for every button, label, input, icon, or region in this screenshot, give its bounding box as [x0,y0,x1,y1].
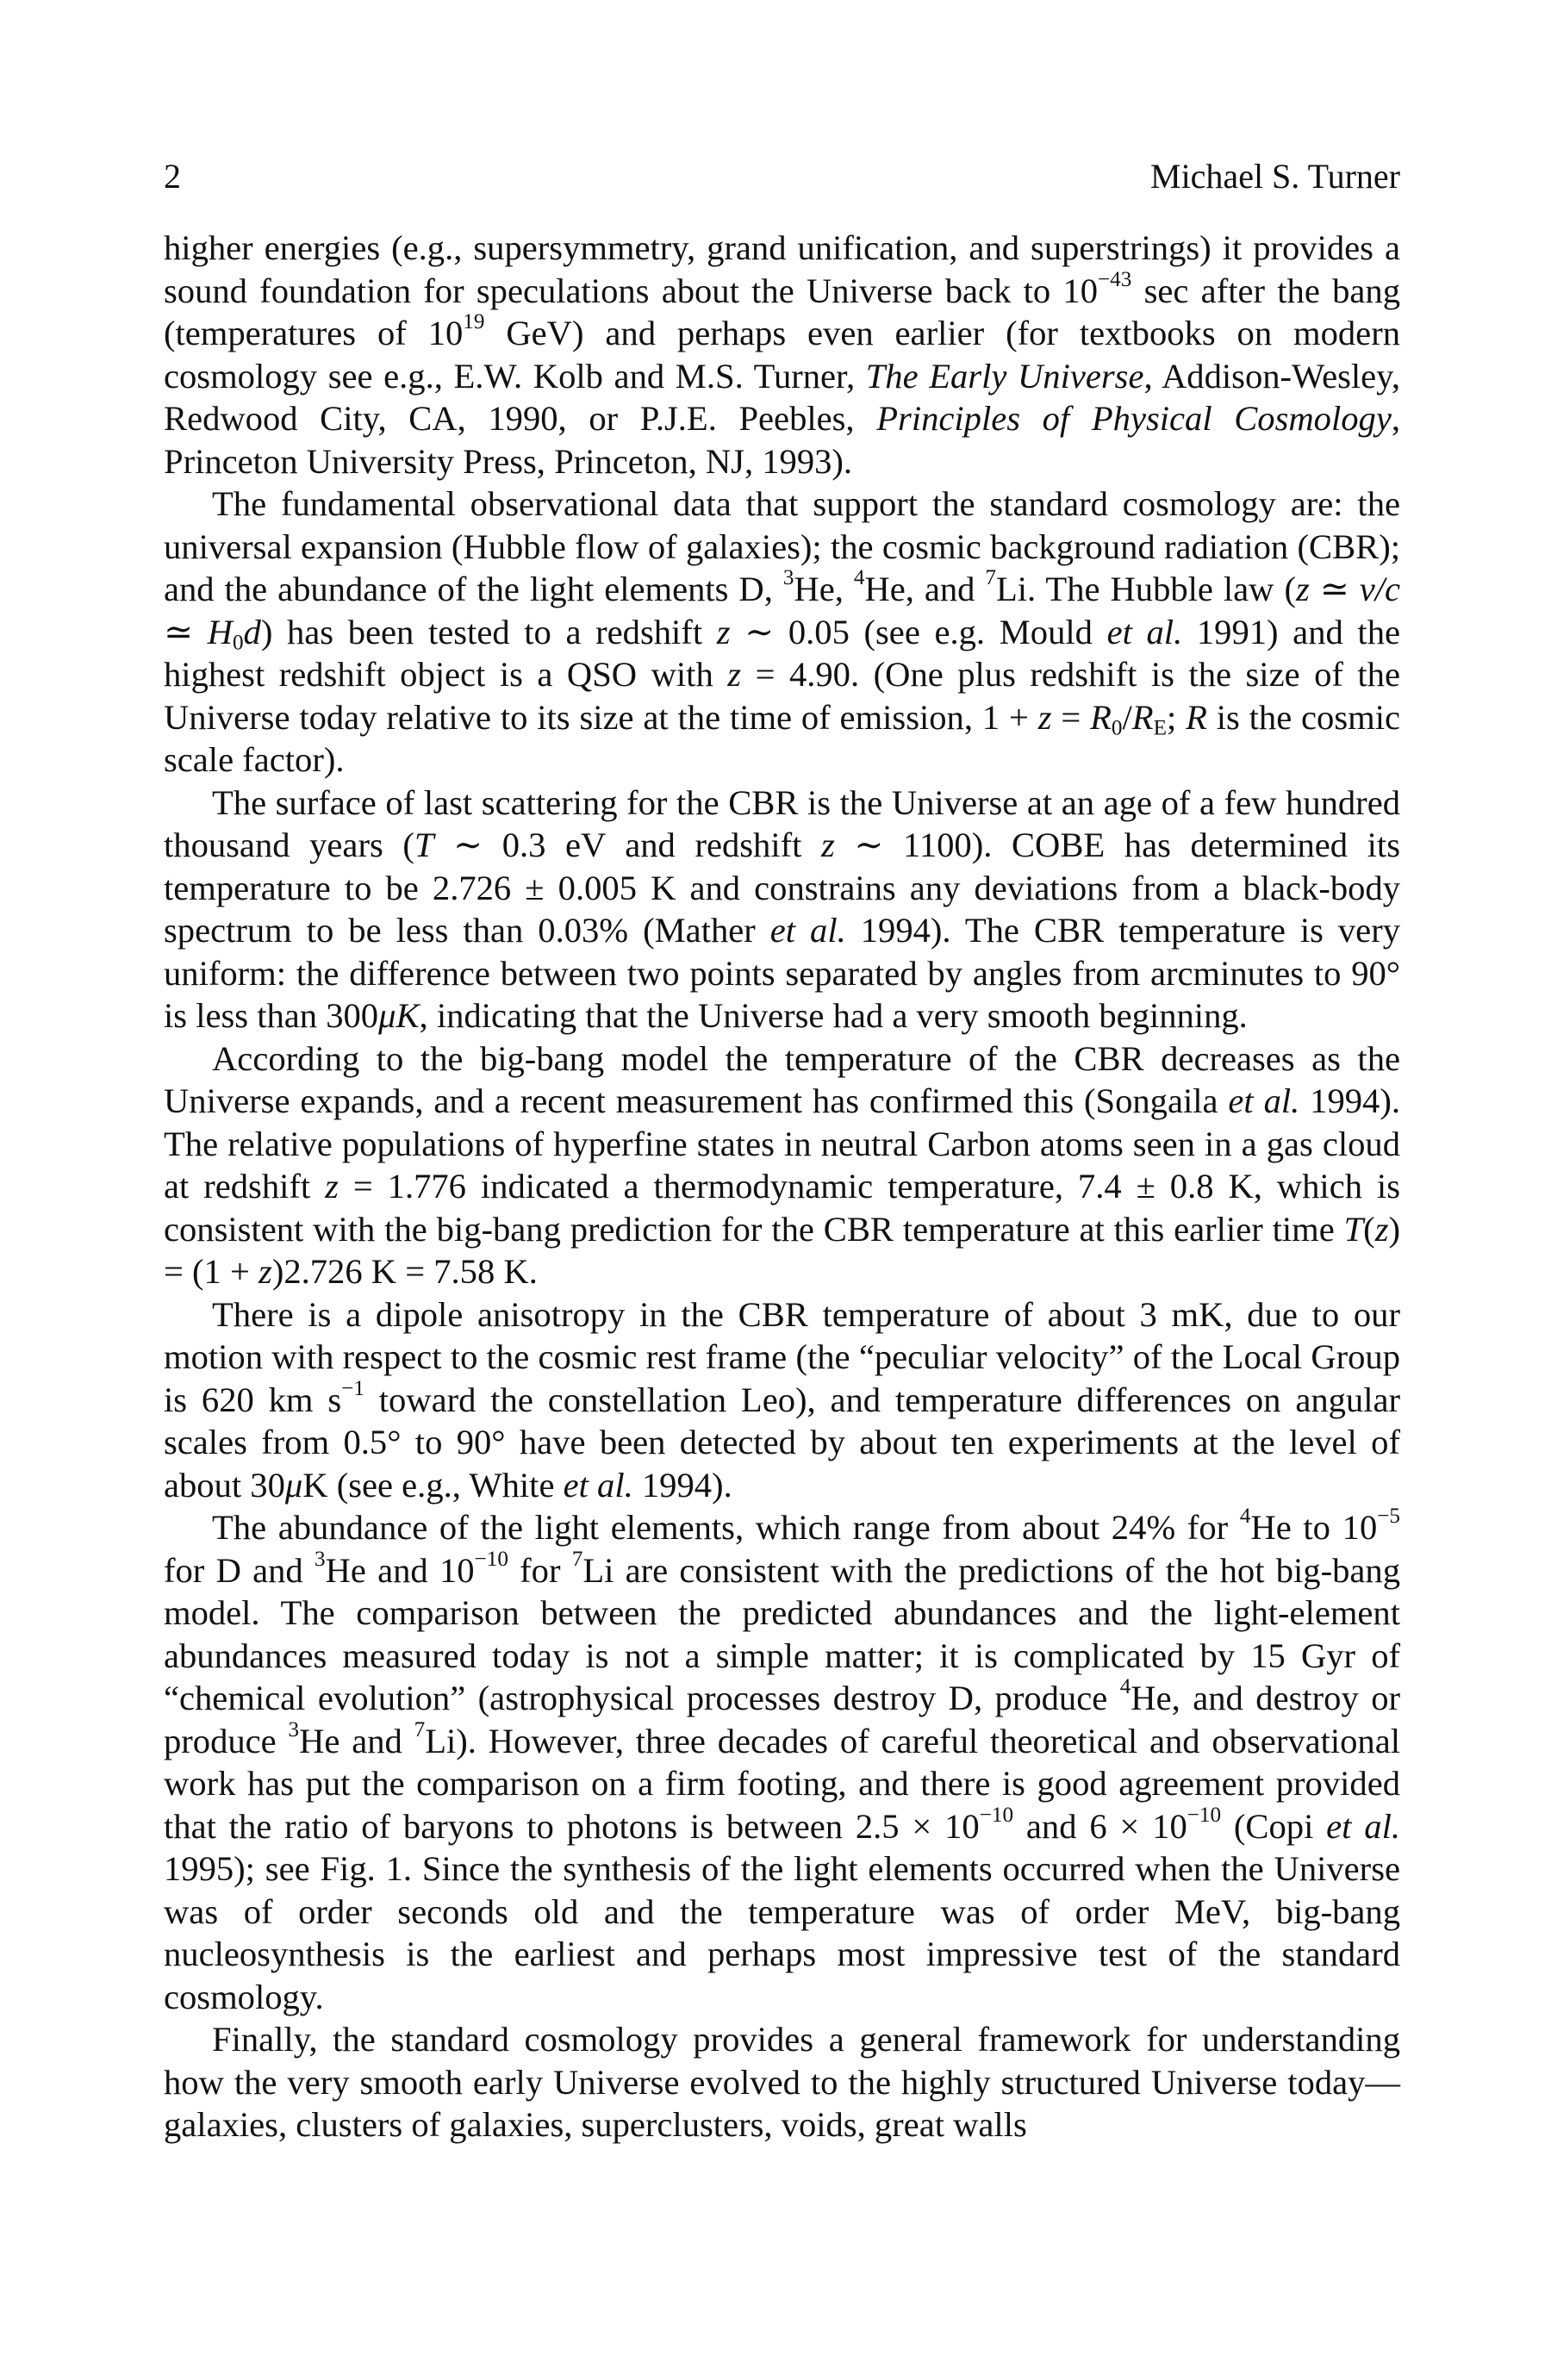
running-head: Michael S. Turner [1150,157,1400,196]
body-text [164,227,1400,2146]
paragraph: higher energies (e.g., supersymmetry, grand unification, and superstrings) it provides a sound foundation for speculations about the Universe back to $10^{-43}$ sec after the bang (temperatures of $10^{19}$ GeV) and perhaps even earlier (for textbooks on modern cosmology see e.g., E.W. Kolb and M.S. Turner, The Early Universe, Addison-Wesley, Redwood City, CA, 1990, or P.J.E. Peebles, Principles of Physical Cosmology, Princeton University Press, Princeton, NJ, 1993). [164,228,1400,481]
paragraph: The surface of last scattering for the CBR is the Universe at an age of a few hundred thousand years (T ∼ 0.3 eV and redshift z ∼ 1100). COBE has determined its temperature to be 2.726 ± 0.005 K and constrains any deviations from a black-body spectrum to be less than 0.03% (Mather et al. 1994). The CBR temperature is very uniform: the difference between two points separated by angles from arcminutes to 90° is less than 300μK, indicating that the Universe had a very smooth beginning. [164,782,1400,1035]
paragraph: According to the big-bang model the temperature of the CBR decreases as the Universe expands, and a recent measurement has confirmed this (Songaila et al. 1994). The relative populations of hyperfine states in neutral Carbon atoms seen in a gas cloud at redshift z = 1.776 indicated a thermodynamic temperature, 7.4 ± 0.8 K, which is consistent with the big-bang prediction for the CBR temperature at this earlier time T(z) = (1 + z)2.726 K = 7.58 K. [164,1038,1400,1291]
page-header [164,155,1400,198]
paragraph: The fundamental observational data that support the standard cosmology are: the universal expansion (Hubble flow of galaxies); the cosmic background radiation (CBR); and the abundance of the light elements D, $^3$He, $^4$He, and $^7$Li. The Hubble law (z ≃ v/c ≃ $H_0d$) has been tested to a redshift z ∼ 0.05 (see e.g. Mould et al. 1991) and the highest redshift object is a QSO with z = 4.90. (One plus redshift is the size of the Universe today relative to its size at the time of emission, $1 + z = R_0/R_E$; R is the cosmic scale factor). [164,484,1400,779]
paragraph: There is a dipole anisotropy in the CBR temperature of about 3 mK, due to our motion with respect to the cosmic rest frame (the “peculiar velocity” of the Local Group is 620 km $s^{-1}$ toward the constellation Leo), and temperature differences on angular scales from 0.5° to 90° have been detected by about ten experiments at the level of about 30μK (see e.g., White et al. 1994). [164,1294,1400,1505]
paragraph: Finally, the standard cosmology provides a general framework for understanding how the very smooth early Universe evolved to the highly structured Universe today—galaxies, clusters of galaxies, superclusters, voids, great walls [164,2020,1400,2144]
page-number: 2 [164,157,181,196]
paragraph: The abundance of the light elements, which range from about 24% for $^4$He to $10^{-5}$ for D and $^3$He and $10^{-10}$ for $^7$Li are consistent with the predictions of the hot big-bang model. The comparison between the predicted abundances and the light-element abundances measured today is not a simple matter; it is complicated by 15 Gyr of “chemical evolution” (astrophysical processes destroy D, produce $^4$He, and destroy or produce $^3$He and $^7$Li). However, three decades of careful theoretical and observational work has put the comparison on a firm footing, and there is good agreement provided that the ratio of baryons to photons is between $2.5 \times 10^{-10}$ and $6 \times 10^{-10}$ (Copi et al. 1995); see Fig. 1. Since the synthesis of the light elements occurred when the Universe was of order seconds old and the temperature was of order MeV, big-bang nucleosynthesis is the earliest and perhaps most impressive test of the standard cosmology. [164,1505,1400,2016]
